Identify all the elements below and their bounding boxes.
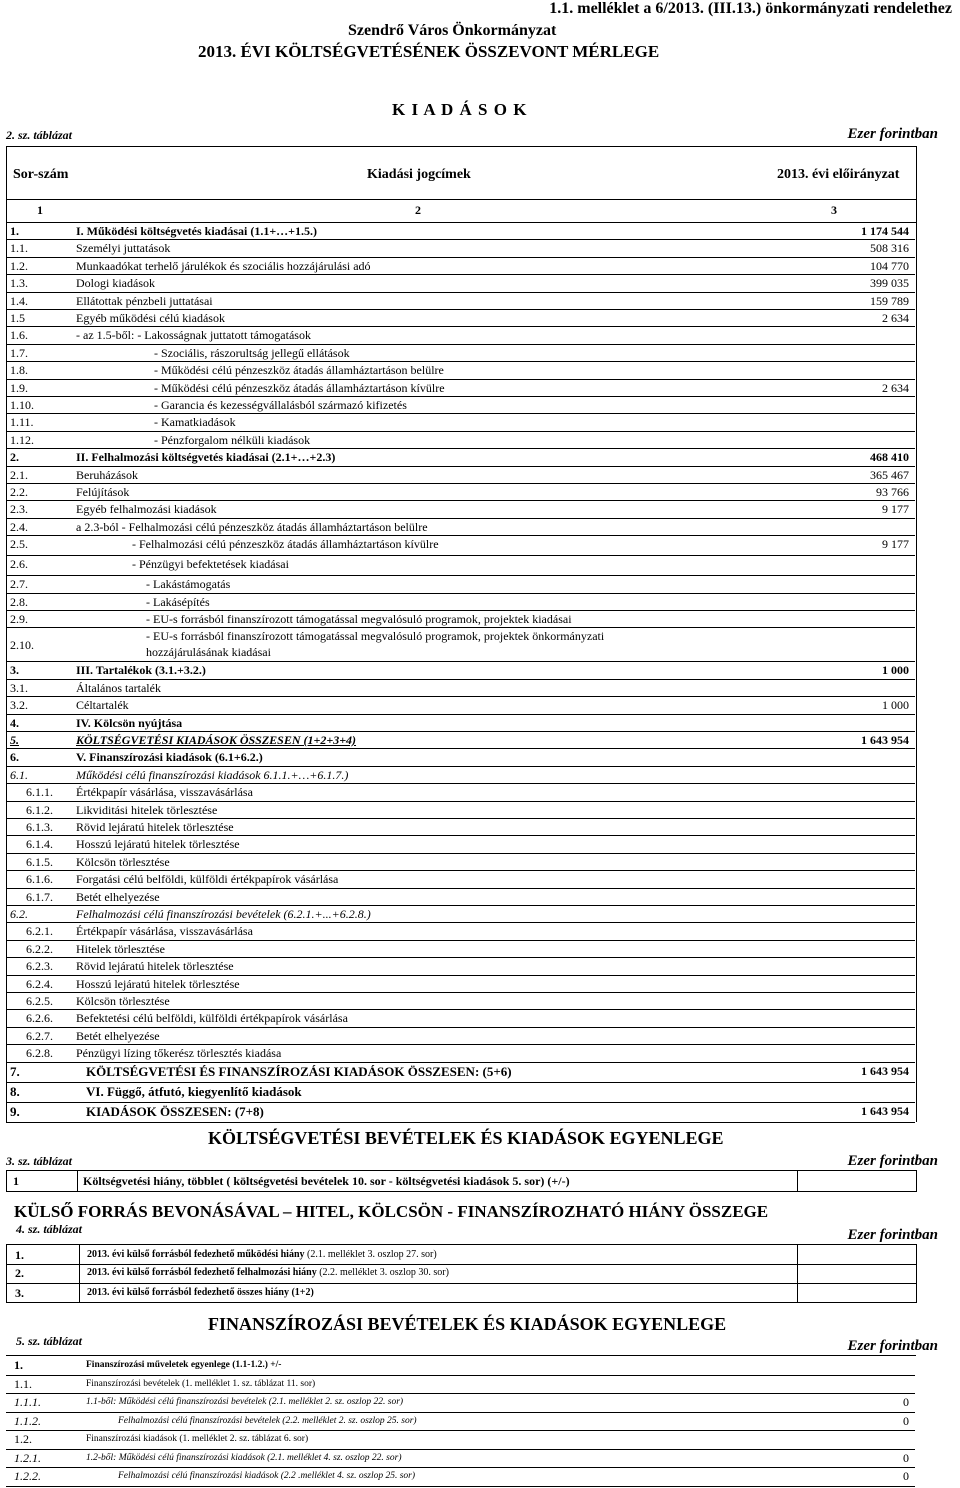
row-number: 6.2.4. <box>26 976 53 991</box>
row-value: 399 035 <box>870 276 909 291</box>
row-number: 1.11. <box>10 415 34 430</box>
table3-title: KÖLTSÉGVETÉSI BEVÉTELEK ÉS KIADÁSOK EGYENLEGE <box>208 1128 724 1148</box>
row-number: 1.2. <box>10 258 28 273</box>
table4-row <box>6 1283 917 1303</box>
row-number: 5. <box>10 733 19 747</box>
col-header-num: Sor-szám <box>13 167 69 182</box>
row-label: - Lakástámogatás <box>146 577 231 592</box>
table-row <box>6 1044 915 1062</box>
row-value: 159 789 <box>870 293 909 308</box>
row-label: Felhalmozási célú finanszírozási bevételek (6.2.1.+...+6.2.8.) <box>76 907 371 921</box>
row-number: 1.4. <box>10 293 28 308</box>
row-number: 2.4. <box>10 519 28 534</box>
table-row <box>6 379 915 397</box>
table-row <box>6 870 915 888</box>
row-number: 1.12. <box>10 432 34 447</box>
row-label: Munkaadókat terhelő járulékok és szociális hozzájárulási adó <box>76 258 371 273</box>
table-row <box>6 1027 915 1045</box>
row-value: 1 643 954 <box>861 1103 909 1118</box>
table3-row-label: Költségvetési hiány, többlet ( költségvetési bevételek 10. sor - költségvetési kiadások 5. sor) (+/-) <box>83 1174 570 1188</box>
row-label: Finanszírozási kiadások (1. melléklet 2. sz. táblázat 6. sor) <box>86 1434 309 1444</box>
row-number: 8. <box>10 1083 20 1099</box>
row-number: 1.1. <box>10 241 28 256</box>
table-row <box>6 835 915 853</box>
row-number: 6.1.7. <box>26 889 53 904</box>
row-label <box>87 1287 314 1298</box>
row-label: Likviditási hitelek törlesztése <box>76 802 218 817</box>
row-number: 1.3. <box>10 276 28 291</box>
row-number: 6.1.4. <box>26 837 53 852</box>
table-row <box>6 413 915 431</box>
row-number: 2.8. <box>10 594 28 609</box>
table-row <box>6 975 915 993</box>
row-value: 365 467 <box>870 467 909 482</box>
table-row <box>6 853 915 871</box>
table-row <box>6 555 915 576</box>
table-row <box>6 783 915 801</box>
row-number: 1.1. <box>14 1376 32 1391</box>
row-number: 2. <box>15 1266 24 1280</box>
row-number: 6.2.7. <box>26 1028 53 1043</box>
table2-right-border <box>916 222 917 1122</box>
table-row <box>6 679 915 697</box>
row-number: 6.1.2. <box>26 802 53 817</box>
row-label: Hosszú lejáratú hitelek törlesztése <box>76 976 240 991</box>
table4-title: KÜLSŐ FORRÁS BEVONÁSÁVAL – HITEL, KÖLCSÖN - FINANSZÍROZHATÓ HIÁNY ÖSSZEGE <box>14 1202 769 1221</box>
col-number-2: 2 <box>415 203 421 217</box>
table5-row <box>6 1375 915 1395</box>
row-label: Általános tartalék <box>76 680 161 695</box>
table-row <box>6 714 915 732</box>
row-label: - Lakásépítés <box>146 594 210 609</box>
row-number: 1. <box>14 1358 23 1372</box>
row-label-reference: (2.1. melléklet 3. oszlop 27. sor) <box>304 1249 437 1260</box>
row-label: IV. Kölcsön nyújtása <box>76 715 183 730</box>
row-label: Hitelek törlesztése <box>76 941 165 956</box>
row-number: 2.6. <box>10 557 28 572</box>
col-number-1: 1 <box>37 203 43 217</box>
table-row <box>6 431 915 449</box>
table-row <box>6 344 915 362</box>
table5-row <box>6 1449 915 1469</box>
row-label: - Kamatkiadások <box>154 415 236 430</box>
row-label: - az 1.5-ből: - Lakosságnak juttatott támogatások <box>76 328 311 343</box>
row-number: 3.2. <box>10 698 28 713</box>
row-value: 93 766 <box>876 485 909 499</box>
section-title: K I A D Á S O K <box>392 100 528 119</box>
col-header-amount: 2013. évi előirányzat <box>777 167 900 182</box>
row-number: 4. <box>10 715 19 730</box>
row-value: 0 <box>903 1469 909 1483</box>
row-value: 1 643 954 <box>861 1063 909 1078</box>
table-row <box>6 222 915 240</box>
row-label: Egyéb felhalmozási kiadások <box>76 502 217 517</box>
row-label: 1.1-ből: Működési célú finanszírozási bevételek (2.1. melléklet 2. sz. oszlop 22. sor) <box>86 1397 404 1407</box>
table2-left-border <box>6 222 7 1122</box>
table2-unit: Ezer forintban <box>847 126 938 142</box>
table-row <box>6 627 915 662</box>
row-label: Pénzügyi lízing tőkerész törlesztés kiadása <box>76 1046 282 1061</box>
column-divider <box>79 1245 80 1264</box>
table4-label: 4. sz. táblázat <box>16 1222 83 1236</box>
table4-row <box>6 1244 917 1265</box>
row-label: - Működési célú pénzeszköz átadás államháztartáson kívülre <box>154 380 445 395</box>
table-row <box>6 593 915 611</box>
table3-unit: Ezer forintban <box>847 1153 938 1169</box>
row-label: - EU-s forrásból finanszírozott támogatással megvalósuló programok, projektek kiadásai <box>146 612 572 626</box>
row-number: 2.10. <box>10 638 34 653</box>
row-value: 468 410 <box>870 450 909 465</box>
row-label-main: 2013. évi külső forrásból fedezhető összes hiány (1+2) <box>87 1287 314 1298</box>
document-title: 2013. ÉVI KÖLTSÉGVETÉSÉNEK ÖSSZEVONT MÉRLEGE <box>198 42 660 61</box>
row-number: 2.1. <box>10 467 28 482</box>
table-row <box>6 239 915 257</box>
col-number-3: 3 <box>831 203 837 217</box>
row-number: 2.3. <box>10 502 28 517</box>
row-number: 3. <box>15 1286 24 1300</box>
annex-reference: 1.1. melléklet a 6/2013. (III.13.) önkormányzati rendelethez <box>549 0 952 17</box>
row-number: 6.2.5. <box>26 994 53 1008</box>
table-row <box>6 992 915 1010</box>
row-label: Beruházások <box>76 467 138 482</box>
row-value: 1 643 954 <box>861 733 909 747</box>
table-row <box>6 1009 915 1027</box>
row-label: Rövid lejáratú hitelek törlesztése <box>76 959 234 974</box>
table-row <box>6 957 915 975</box>
row-label-continued: hozzájárulásának kiadásai <box>146 645 271 660</box>
row-number: 7. <box>10 1063 20 1079</box>
row-value: 1 174 544 <box>861 224 909 238</box>
row-label: I. Működési költségvetés kiadásai (1.1+…+1.5.) <box>76 224 318 238</box>
table-row <box>6 661 915 679</box>
table-row <box>6 922 915 940</box>
row-value: 0 <box>903 1395 909 1409</box>
row-value: 9 177 <box>882 502 909 517</box>
row-label-main: 2013. évi külső forrásból fedezhető felhalmozási hiány <box>87 1267 317 1278</box>
row-label: Értékpapír vásárlása, visszavásárlása <box>76 924 253 939</box>
table-row <box>6 940 915 958</box>
row-label-main: 2013. évi külső forrásból fedezhető működési hiány <box>87 1249 305 1260</box>
column-divider <box>79 1263 80 1283</box>
row-value: 2 634 <box>882 380 909 395</box>
row-number: 3. <box>10 663 19 678</box>
row-number: 1.2. <box>14 1432 32 1446</box>
table-row <box>6 274 915 292</box>
table5-row <box>6 1393 915 1413</box>
table5-row <box>6 1356 915 1376</box>
row-label: KÖLTSÉGVETÉSI KIADÁSOK ÖSSZESEN (1+2+3+4) <box>76 733 357 747</box>
row-label: - Szociális, rászorultság jellegű ellátások <box>154 345 350 360</box>
row-label: VI. Függő, átfutó, kiegyenlítő kiadások <box>86 1083 302 1099</box>
row-number: 6.2.8. <box>26 1046 53 1061</box>
table-row <box>6 1082 915 1103</box>
row-label: - Pénzforgalom nélküli kiadások <box>154 432 311 447</box>
row-number: 1.1.2. <box>14 1413 41 1428</box>
row-label: Hosszú lejáratú hitelek törlesztése <box>76 837 240 852</box>
table5-unit: Ezer forintban <box>847 1338 938 1354</box>
row-label: Finanszírozási bevételek (1. melléklet 1. sz. táblázat 11. sor) <box>86 1378 316 1389</box>
row-number: 6.1.1. <box>26 785 53 800</box>
col-header-title: Kiadási jogcímek <box>367 167 471 182</box>
column-divider <box>79 1283 80 1302</box>
table-row <box>6 396 915 414</box>
row-number: 2.2. <box>10 485 28 499</box>
table3-row <box>6 1170 917 1192</box>
table-row <box>6 326 915 344</box>
row-label: KÖLTSÉGVETÉSI ÉS FINANSZÍROZÁSI KIADÁSOK ÖSSZESEN: (5+6) <box>86 1063 512 1079</box>
table5-title: FINANSZÍROZÁSI BEVÉTELEK ÉS KIADÁSOK EGYENLEGE <box>208 1314 727 1334</box>
table3-row-num: 1 <box>13 1174 19 1188</box>
row-value: 1 000 <box>882 698 909 713</box>
table-row <box>6 818 915 836</box>
table2-header <box>6 146 917 200</box>
table-row <box>6 610 915 628</box>
row-number: 1.7. <box>10 345 28 360</box>
row-label: Felhalmozási célú finanszírozási kiadások (2.2 .melléklet 4. sz. oszlop 25. sor) <box>118 1471 416 1481</box>
row-number: 1.5 <box>10 311 25 325</box>
row-number: 6.1. <box>10 767 28 782</box>
row-number: 1.10. <box>10 398 34 412</box>
row-number: 2.9. <box>10 612 28 626</box>
row-number: 2.7. <box>10 577 28 592</box>
row-number: 1.8. <box>10 363 28 378</box>
table-row <box>6 483 915 501</box>
row-label: Értékpapír vásárlása, visszavásárlása <box>76 785 253 800</box>
table2-colnumbers <box>6 198 917 223</box>
row-value: 1 000 <box>882 663 909 678</box>
column-divider <box>797 1263 798 1283</box>
row-label-reference: (2.2. melléklet 3. oszlop 30. sor) <box>316 1267 449 1278</box>
row-label: - Garancia és kezességvállalásból származó kifizetés <box>154 398 407 412</box>
table5-top-border <box>6 1355 916 1356</box>
row-label: Felújítások <box>76 485 130 499</box>
row-label: Egyéb működési célú kiadások <box>76 311 225 325</box>
row-number: 1.2.2. <box>14 1469 41 1483</box>
row-label <box>87 1249 437 1260</box>
table-row <box>6 905 915 923</box>
table5-row <box>6 1430 915 1450</box>
table-row <box>6 1102 915 1123</box>
table5-row <box>6 1467 915 1487</box>
table-row <box>6 575 915 593</box>
row-label: II. Felhalmozási költségvetés kiadásai (2.1+…+2.3) <box>76 450 336 465</box>
row-label: Finanszírozási műveletek egyenlege (1.1-1.2.) +/- <box>86 1360 282 1370</box>
table-row <box>6 500 915 518</box>
row-label: - Működési célú pénzeszköz átadás államháztartáson belülre <box>154 363 444 378</box>
row-number: 6.1.5. <box>26 854 53 869</box>
row-label: Betét elhelyezése <box>76 1028 160 1043</box>
row-value: 508 316 <box>870 241 909 256</box>
table3-label: 3. sz. táblázat <box>6 1154 73 1168</box>
row-value: 9 177 <box>882 537 909 552</box>
row-number: 6.2.1. <box>26 924 53 939</box>
row-number: 6.2.6. <box>26 1011 53 1026</box>
row-label: Befektetési célú belföldi, külföldi értékpapírok vásárlása <box>76 1011 348 1026</box>
table-row <box>6 448 915 466</box>
row-number: 2. <box>10 450 19 465</box>
row-label <box>87 1267 449 1278</box>
table4-row <box>6 1263 917 1284</box>
table-row <box>6 309 915 327</box>
row-label: - EU-s forrásból finanszírozott támogatással megvalósuló programok, projektek önkormányzati <box>146 629 605 644</box>
table-row <box>6 801 915 819</box>
table-row <box>6 535 915 556</box>
row-label: Kölcsön törlesztése <box>76 994 170 1008</box>
row-value: 104 770 <box>870 258 909 273</box>
table-row <box>6 518 915 536</box>
row-value: 0 <box>903 1413 909 1428</box>
table-row <box>6 1062 915 1083</box>
row-number: 1.6. <box>10 328 28 343</box>
row-label: Működési célú finanszírozási kiadások 6.1.1.+…+6.1.7.) <box>76 767 349 782</box>
row-value: 0 <box>903 1450 909 1465</box>
table2-label: 2. sz. táblázat <box>6 128 73 142</box>
table4-unit: Ezer forintban <box>847 1227 938 1243</box>
row-number: 6.1.6. <box>26 872 53 887</box>
row-label: KIADÁSOK ÖSSZESEN: (7+8) <box>86 1103 264 1119</box>
row-label: Kölcsön törlesztése <box>76 854 170 869</box>
row-label: Ellátottak pénzbeli juttatásai <box>76 293 213 308</box>
row-label: - Felhalmozási célú pénzeszköz átadás államháztartáson kívülre <box>132 537 439 552</box>
row-label: a 2.3-ból - Felhalmozási célú pénzeszköz átadás államháztartáson belülre <box>76 519 428 534</box>
row-number: 6. <box>10 750 19 765</box>
organization-name: Szendrő Város Önkormányzat <box>348 22 557 39</box>
column-divider <box>797 1245 798 1264</box>
row-number: 6.2.3. <box>26 959 53 974</box>
row-label: - Pénzügyi befektetések kiadásai <box>132 557 289 572</box>
table5-label: 5. sz. táblázat <box>16 1334 83 1348</box>
table-row <box>6 766 915 784</box>
table-row <box>6 748 915 766</box>
row-number: 1. <box>15 1248 24 1262</box>
row-label: Személyi juttatások <box>76 241 171 256</box>
row-number: 1.9. <box>10 380 28 395</box>
table-row <box>6 731 915 749</box>
row-label: Felhalmozási célú finanszírozási bevételek (2.2. melléklet 2. sz. oszlop 25. sor) <box>118 1415 417 1426</box>
row-number: 1.2.1. <box>14 1450 41 1465</box>
row-number: 1.1.1. <box>14 1395 41 1409</box>
row-number: 1. <box>10 224 19 238</box>
row-label: V. Finanszírozási kiadások (6.1+6.2.) <box>76 750 263 765</box>
row-label: Céltartalék <box>76 698 129 713</box>
row-number: 2.5. <box>10 537 28 552</box>
row-number: 6.2.2. <box>26 941 53 956</box>
row-number: 3.1. <box>10 680 28 695</box>
row-value: 2 634 <box>882 311 909 325</box>
row-label: Betét elhelyezése <box>76 889 160 904</box>
column-divider <box>797 1283 798 1302</box>
row-label: 1.2-ből: Működési célú finanszírozási kiadások (2.1. melléklet 4. sz. oszlop 22. sor) <box>86 1452 402 1463</box>
row-label: Dologi kiadások <box>76 276 155 291</box>
row-number: 6.1.3. <box>26 820 53 834</box>
table-row <box>6 696 915 714</box>
row-label: Rövid lejáratú hitelek törlesztése <box>76 820 234 834</box>
row-label: III. Tartalékok (3.1.+3.2.) <box>76 663 206 678</box>
table-row <box>6 361 915 379</box>
table-row <box>6 257 915 275</box>
table-row <box>6 466 915 484</box>
table5-row <box>6 1412 915 1432</box>
row-label: Forgatási célú belföldi, külföldi értékpapírok vásárlása <box>76 872 339 887</box>
row-number: 6.2. <box>10 907 28 921</box>
row-number: 9. <box>10 1103 20 1119</box>
table-row <box>6 888 915 906</box>
table-row <box>6 292 915 310</box>
